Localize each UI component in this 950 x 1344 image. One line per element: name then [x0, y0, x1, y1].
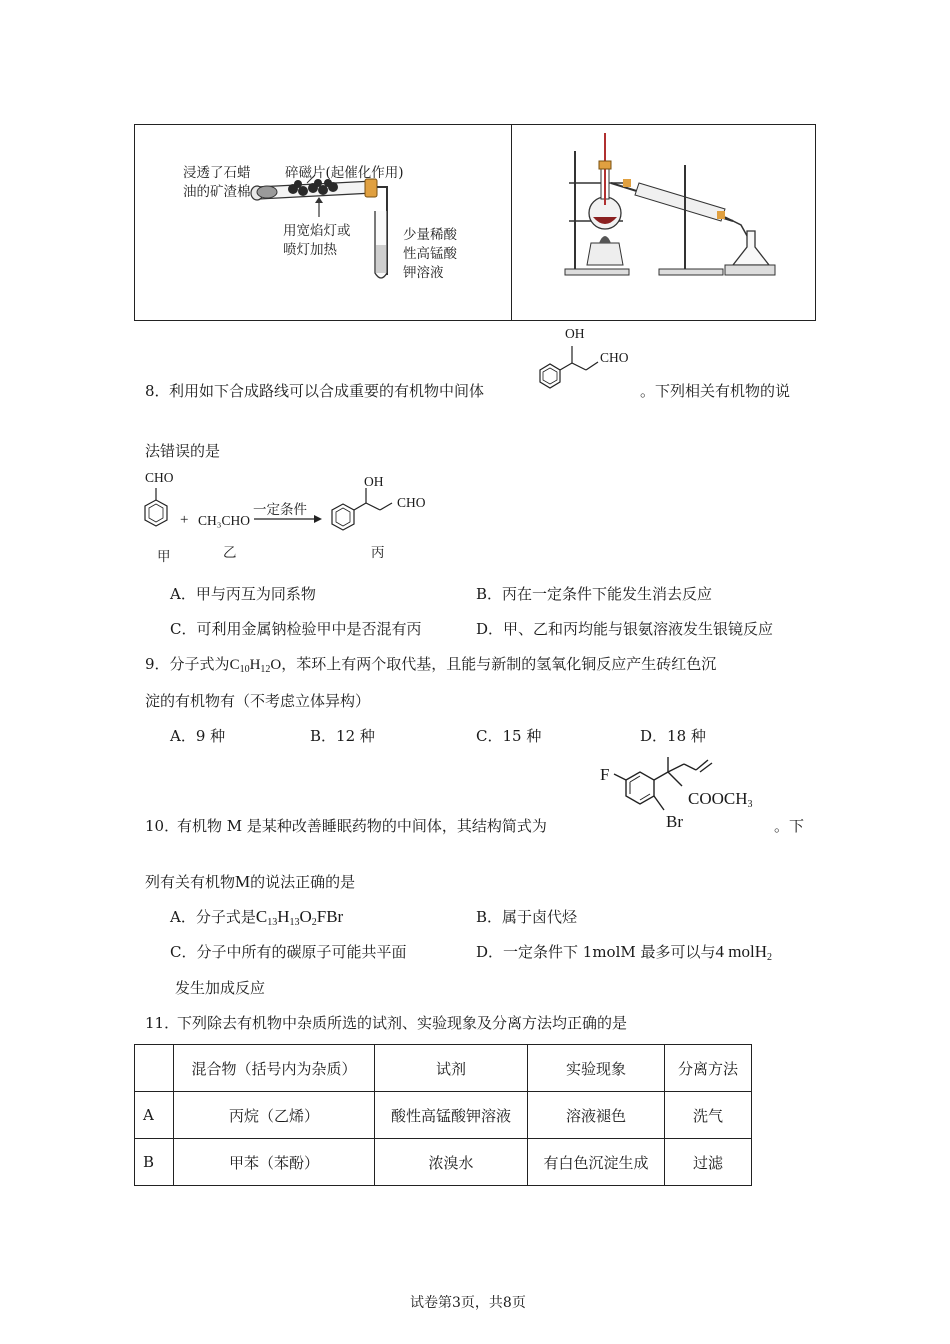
table-row — [135, 1139, 752, 1186]
heat-label-line1: 用宽焰灯或 — [283, 223, 351, 239]
q9-option-c[interactable]: C．15 种 — [476, 727, 542, 745]
q10-option-b[interactable]: B．属于卤代烃 — [476, 908, 578, 926]
q9-option-b[interactable]: B．12 种 — [310, 727, 375, 745]
table-cell: 过滤 — [665, 1139, 752, 1186]
q8-option-a[interactable]: A．甲与丙互为同系物 — [170, 585, 316, 603]
q10-struct-ester: $COOCH_3$ — [688, 789, 753, 810]
table-cell: 洗气 — [665, 1092, 752, 1139]
table-cell: 丙烷（乙烯） — [174, 1092, 375, 1139]
solution-label-line1: 少量稀酸 — [403, 227, 457, 243]
heat-label-line2: 喷灯加热 — [283, 242, 337, 258]
q10-text-b: 。下 — [774, 817, 805, 835]
q11-text: 下列除去有机物中杂质所选的试剂、实验现象及分离方法均正确的是 — [177, 1014, 628, 1032]
q8-product-oh: OH — [364, 474, 384, 489]
q9-text-c: 淀的有机物有（不考虑立体异构） — [145, 692, 371, 710]
q9-formula: $C_{10}H_{12}O$ — [229, 657, 282, 675]
q10-struct-br: Br — [666, 812, 683, 831]
table-header-cell — [135, 1045, 174, 1092]
q8-option-d[interactable]: D．甲、乙和丙均能与银氨溶液发生银镜反应 — [476, 620, 774, 638]
solution-label-line2: 性高锰酸 — [403, 246, 457, 262]
q8-label-jia: 甲 — [157, 549, 171, 565]
q10-text-c: 列有关有机物M的说法正确的是 — [145, 872, 356, 891]
q8-text-a: 利用如下合成路线可以合成重要的有机物中间体 — [169, 382, 485, 400]
table-header-row — [135, 1045, 752, 1092]
q8-option-c[interactable]: C．可利用金属钠检验甲中是否混有丙 — [170, 620, 422, 638]
q8-option-b[interactable]: B．丙在一定条件下能发生消去反应 — [476, 585, 713, 603]
q8-reagent: CH₃CHO — [198, 513, 250, 528]
q8-plus: + — [180, 512, 189, 528]
cotton-label-line2: 油的矿渣棉 — [183, 184, 251, 200]
q8-condition: 一定条件 — [253, 502, 307, 518]
q9-text-pre: 分子式为 — [169, 655, 230, 673]
catalyst-label: 碎磁片(起催化作用) — [285, 165, 404, 181]
table-cell: 浓溴水 — [375, 1139, 528, 1186]
q9-option-a[interactable]: A．9 种 — [170, 727, 226, 745]
q10-number: 10． — [145, 817, 180, 835]
q8-struct-oh: OH — [565, 326, 585, 341]
q10-option-d-cont: 发生加成反应 — [175, 979, 266, 997]
page-footer: 试卷第3页，共8页 — [410, 1295, 526, 1311]
table-header-cell: 实验现象 — [528, 1045, 665, 1092]
table-header-cell: 分离方法 — [665, 1045, 752, 1092]
q10-struct-f: F — [600, 765, 610, 784]
q10-option-d[interactable]: D．一定条件下 1molM 最多可以与4 molH$_2$ — [476, 942, 773, 963]
solution-label-line3: 钾溶液 — [403, 265, 444, 281]
q8-text-c: 法错误的是 — [145, 442, 221, 460]
table-cell: 溶液褪色 — [528, 1092, 665, 1139]
table-row — [135, 1092, 752, 1139]
apparatus-figure — [134, 124, 816, 321]
q11-number: 11． — [145, 1014, 180, 1032]
q9-number: 9． — [145, 655, 170, 673]
q8-label-bing: 丙 — [371, 545, 385, 561]
table-cell: B — [135, 1139, 174, 1186]
table-cell: A — [135, 1092, 174, 1139]
q9-option-d[interactable]: D．18 种 — [640, 727, 706, 745]
table-header-cell: 试剂 — [375, 1045, 528, 1092]
q10-option-a[interactable]: A．分子式是$C_{13}H_{13}O_2FBr$ — [170, 907, 344, 928]
q8-jia-cho: CHO — [145, 470, 174, 485]
cotton-label-line1: 浸透了石蜡 — [183, 165, 251, 181]
q9-text-post: ，苯环上有两个取代基，且能与新制的氢氧化铜反应产生砖红色沉 — [281, 655, 717, 673]
figure-divider — [511, 125, 512, 320]
q8-struct-cho: CHO — [600, 350, 629, 365]
q8-label-yi: 乙 — [223, 545, 237, 561]
q8-product-cho: CHO — [397, 495, 426, 510]
q9-stem — [145, 653, 716, 675]
q10-text-a: 有机物 M 是某种改善睡眠药物的中间体，其结构简式为 — [177, 817, 547, 835]
table-cell: 酸性高锰酸钾溶液 — [375, 1092, 528, 1139]
table-header-cell: 混合物（括号内为杂质） — [174, 1045, 375, 1092]
q11-table — [134, 1044, 752, 1186]
distillation-apparatus-drawing — [513, 125, 815, 320]
q8-text-b: 。下列相关有机物的说 — [640, 382, 791, 400]
q8-number: 8． — [145, 382, 170, 400]
table-cell: 甲苯（苯酚） — [174, 1139, 375, 1186]
table-cell: 有白色沉淀生成 — [528, 1139, 665, 1186]
q10-option-c[interactable]: C．分子中所有的碳原子可能共平面 — [170, 943, 407, 961]
